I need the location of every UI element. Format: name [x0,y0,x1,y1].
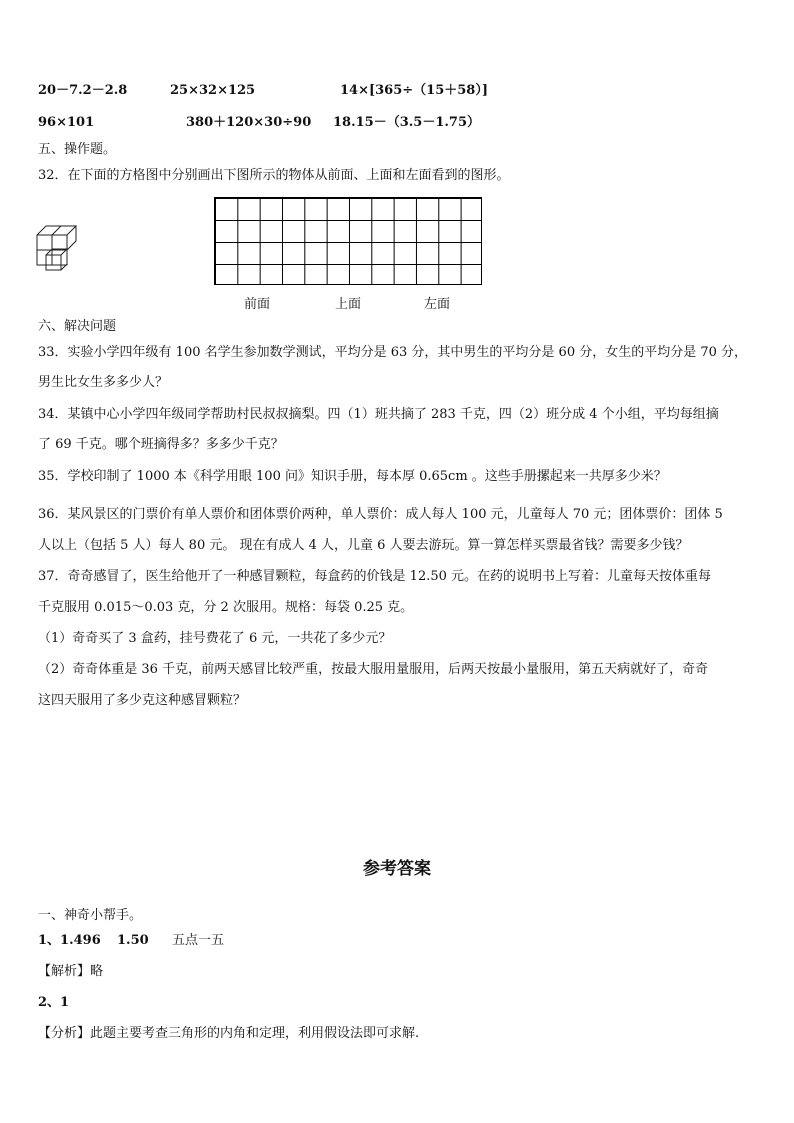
label-top: 上面 [335,297,362,312]
answer-1-a: 1、1.496 [38,933,101,948]
answer-1-note: 【解析】略 [38,964,104,979]
answer-1-b: 1.50 [117,933,149,948]
answer-section-1: 一、神奇小帮手。 [38,908,143,923]
question-34-line2: 了 69 千克。哪个班摘得多？多多少千克？ [38,437,284,452]
drawing-grid[interactable] [214,197,482,285]
question-37-part2-line2: 这四天服用了多少克这种感冒颗粒？ [38,693,247,708]
question-37-line2: 千克服用 0.015～0.03 克，分 2 次服用。规格：每袋 0.25 克。 [38,600,414,615]
label-front: 前面 [244,297,271,312]
question-33-line1: 33．实验小学四年级有 100 名学生参加数学测试，平均分是 63 分，其中男生的平均分是 60 分，女生的平均分是 70 分， [38,345,748,360]
question-37-part2-line1: （2）奇奇体重是 36 千克，前两天感冒比较严重，按最大服用量服用，后两天按最小量服用，第五天病就好了，奇奇 [38,662,709,677]
answer-2-note: 【分析】此题主要考查三角形的内角和定理，利用假设法即可求解. [38,1026,420,1041]
question-32: 32．在下面的方格图中分别画出下图所示的物体从前面、上面和左面看到的图形。 [38,168,510,183]
label-left: 左面 [424,297,451,312]
question-34-line1: 34．某镇中心小学四年级同学帮助村民叔叔摘梨。四（1）班共摘了 283 千克，四（2）班分成 4 个小组，平均每组摘 [38,407,719,422]
calc-2: 25×32×125 [170,83,256,98]
calc-4: 96×101 [38,115,95,130]
question-37-line1: 37．奇奇感冒了，医生给他开了一种感冒颗粒，每盒药的价钱是 12.50 元。在药的说明书上写着：儿童每天按体重每 [38,569,712,584]
calc-1: 20－7.2－2.8 [38,83,128,98]
answer-title: 参考答案 [363,859,431,879]
section-5-heading: 五、操作题。 [38,142,117,157]
calc-3: 14×[365÷（15＋58）] [340,83,488,98]
question-36-line2: 人以上（包括 5 人）每人 80 元。 现在有成人 4 人，儿童 6 人要去游玩。算一算怎样买票最省钱？需要多少钱？ [38,538,689,553]
cube-figure [34,217,84,272]
calc-6: 18.15－（3.5－1.75） [333,115,480,130]
question-35: 35．学校印制了 1000 本《科学用眼 100 问》知识手册，每本厚 0.65cm 。这些手册摞起来一共厚多少米？ [38,469,667,484]
question-36-line1: 36．某风景区的门票价有单人票价和团体票价两种，单人票价：成人每人 100 元，儿童每人 70 元；团体票价：团体 5 [38,507,723,522]
answer-1-c: 五点一五 [172,933,225,948]
answer-2: 2、1 [38,995,70,1010]
section-6-heading: 六、解决问题 [38,319,117,334]
question-33-line2: 男生比女生多多少人？ [38,375,169,390]
question-37-part1: （1）奇奇买了 3 盒药，挂号费花了 6 元，一共花了多少元？ [38,631,392,646]
calc-5: 380＋120×30÷90 [186,115,312,130]
